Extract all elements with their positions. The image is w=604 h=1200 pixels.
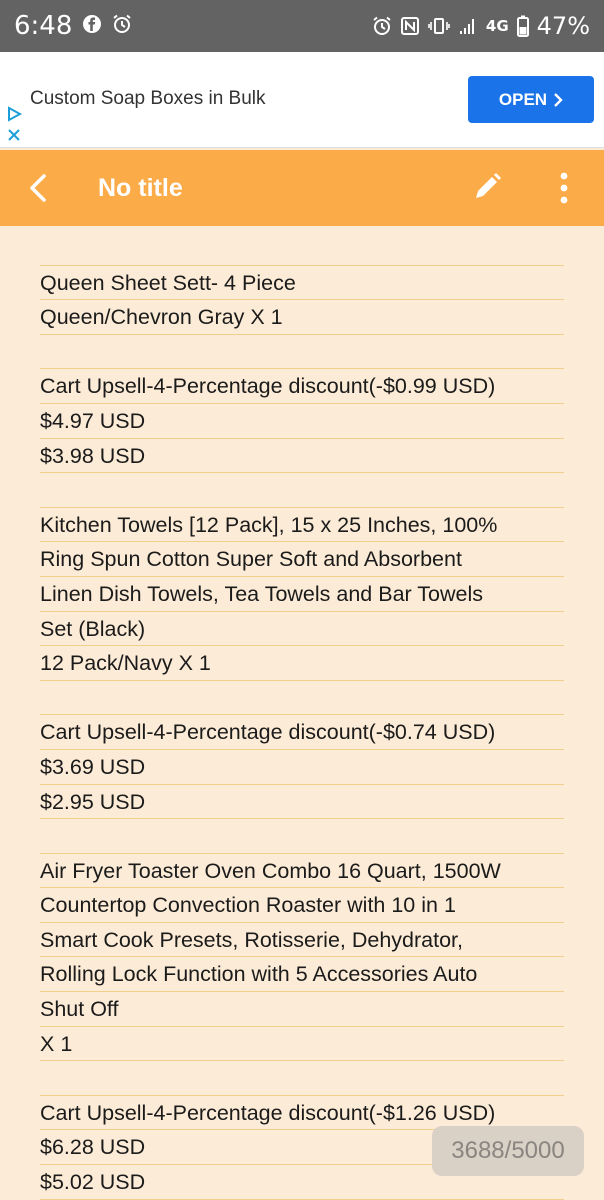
note-line[interactable]: [40, 681, 564, 716]
note-line[interactable]: Queen/Chevron Gray X 1: [40, 300, 564, 335]
note-line[interactable]: Set (Black): [40, 612, 564, 647]
note-line[interactable]: X 1: [40, 1027, 564, 1062]
char-counter: 3688/5000: [432, 1126, 584, 1176]
note-line[interactable]: $6.28 USD: [40, 1130, 564, 1165]
ad-close-icon[interactable]: [6, 127, 22, 148]
note-line[interactable]: [40, 1061, 564, 1096]
note-line[interactable]: Cart Upsell-4-Percentage discount(-$0.99 USD): [40, 369, 564, 404]
note-line[interactable]: 12 Pack/Navy X 1: [40, 646, 564, 681]
note-line[interactable]: Air Fryer Toaster Oven Combo 16 Quart, 1500W: [40, 854, 564, 889]
battery-icon: [517, 15, 529, 37]
note-line[interactable]: $3.98 USD: [40, 439, 564, 474]
note-editor[interactable]: [0, 226, 604, 1200]
more-vert-icon[interactable]: [552, 170, 576, 206]
alarm-icon: [372, 16, 392, 36]
ad-text[interactable]: Custom Soap Boxes in Bulk: [30, 88, 266, 109]
note-line[interactable]: Ring Spun Cotton Super Soft and Absorbent: [40, 542, 564, 577]
ad-banner[interactable]: [0, 52, 604, 148]
note-line[interactable]: [40, 819, 564, 854]
note-title[interactable]: No title: [98, 174, 183, 202]
note-line[interactable]: Cart Upsell-4-Percentage discount(-$0.74 USD): [40, 715, 564, 750]
battery-percentage: 47%: [536, 12, 590, 40]
ad-choices-icon[interactable]: [6, 106, 22, 127]
chevron-right-icon: [553, 93, 563, 107]
app-toolbar: [0, 150, 604, 226]
back-arrow-icon[interactable]: [24, 172, 56, 204]
note-line[interactable]: $3.69 USD: [40, 750, 564, 785]
note-lines[interactable]: [40, 231, 564, 1200]
alarm-icon: [112, 14, 132, 39]
ad-open-button[interactable]: [468, 76, 594, 123]
note-line[interactable]: Linen Dish Towels, Tea Towels and Bar Towels: [40, 577, 564, 612]
vibrate-icon: [428, 16, 450, 36]
note-line[interactable]: [40, 335, 564, 370]
pencil-icon[interactable]: [470, 170, 504, 204]
note-line[interactable]: $5.02 USD: [40, 1165, 564, 1200]
note-line[interactable]: Cart Upsell-4-Percentage discount(-$1.26 USD): [40, 1096, 564, 1131]
note-line[interactable]: Countertop Convection Roaster with 10 in 1: [40, 888, 564, 923]
note-line[interactable]: [40, 473, 564, 508]
nfc-icon: [400, 16, 420, 36]
note-line[interactable]: Smart Cook Presets, Rotisserie, Dehydrator,: [40, 923, 564, 958]
network-type: 4G: [485, 17, 509, 35]
note-line[interactable]: Rolling Lock Function with 5 Accessories Auto: [40, 957, 564, 992]
note-line[interactable]: Queen Sheet Sett- 4 Piece: [40, 266, 564, 301]
note-line[interactable]: Shut Off: [40, 992, 564, 1027]
ad-open-label: OPEN: [498, 89, 548, 109]
signal-icon: [458, 16, 478, 36]
status-time: 6:48: [14, 11, 73, 41]
facebook-icon: [82, 14, 102, 39]
note-line[interactable]: $2.95 USD: [40, 785, 564, 820]
note-line[interactable]: Kitchen Towels [12 Pack], 15 x 25 Inches, 100%: [40, 508, 564, 543]
note-line[interactable]: [40, 231, 564, 266]
status-bar: [0, 0, 604, 52]
note-line[interactable]: $4.97 USD: [40, 404, 564, 439]
